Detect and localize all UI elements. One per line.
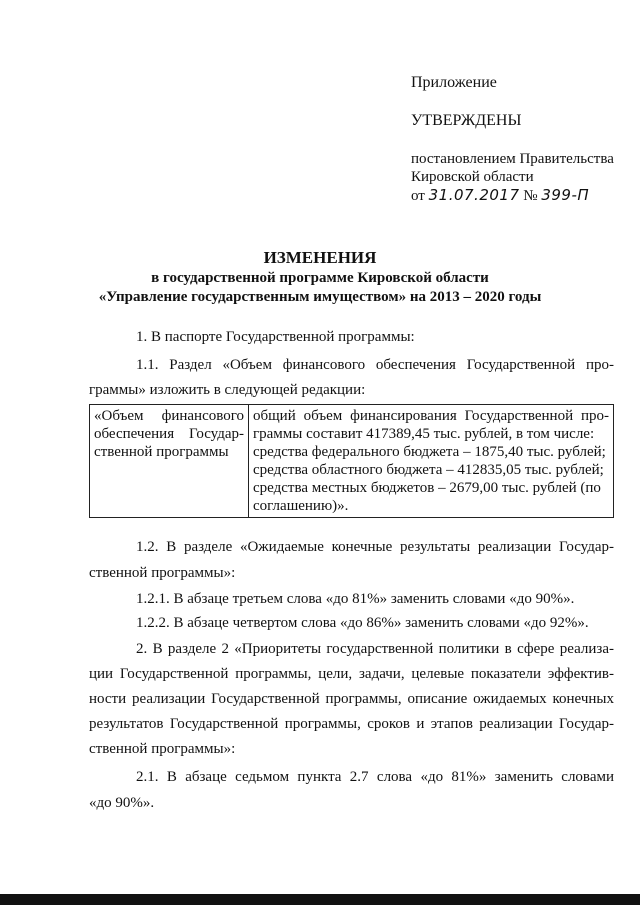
decree-date-line	[411, 186, 589, 205]
cell-line: соглашению)».	[253, 498, 349, 514]
appendix-label: Приложение	[411, 74, 497, 91]
table-cell-label	[90, 405, 249, 518]
approved-label: УТВЕРЖДЕНЫ	[411, 112, 522, 129]
paragraph-2-line-1: 2. В разделе 2 «Приоритеты государственной политики в сфере реализа-	[136, 641, 614, 657]
paragraph-1-2-line-2: ственной программы»:	[89, 565, 236, 581]
handwritten-date: 31.07.2017	[428, 186, 520, 204]
paragraph-2-1-line-1: 2.1. В абзаце седьмом пункта 2.7 слова «до 81%» заменить словами	[136, 769, 614, 785]
date-prefix: от	[411, 188, 425, 204]
financing-table	[89, 404, 614, 518]
handwritten-number: 399-П	[541, 186, 590, 204]
paragraph-2-line-3: ности реализации Государственной программы, описание ожидаемых конечных	[89, 691, 614, 707]
cell-line: общий объем финансирования Государственной про-	[253, 408, 609, 424]
paragraph-1-1-line-1: 1.1. Раздел «Объем финансового обеспечения Государственной про-	[136, 357, 614, 373]
cell-line: средства областного бюджета – 412835,05 тыс. рублей;	[253, 462, 604, 478]
document-title: ИЗМЕНЕНИЯ	[263, 248, 377, 267]
table-cell-value	[249, 405, 614, 518]
paragraph-2-line-2: ции Государственной программы, цели, задачи, целевые показатели эффектив-	[89, 666, 614, 682]
cell-line: обеспечения Государ-	[94, 426, 244, 442]
paragraph-2-1-line-2: «до 90%».	[89, 795, 155, 811]
cell-line: «Объем финансового	[94, 408, 244, 424]
paragraph-1: 1. В паспорте Государственной программы:	[136, 329, 415, 345]
cell-line: ственной программы	[94, 444, 229, 460]
cell-line: средства федерального бюджета – 1875,40 тыс. рублей;	[253, 444, 606, 460]
paragraph-1-2-1: 1.2.1. В абзаце третьем слова «до 81%» заменить словами «до 90%».	[136, 591, 575, 607]
scan-bottom-edge	[0, 894, 640, 905]
paragraph-2-line-4: результатов Государственной программы, сроков и этапов реализации Государ-	[89, 716, 614, 732]
title-subline-1: в государственной программе Кировской области	[151, 270, 489, 286]
paragraph-1-1-line-2: граммы» изложить в следующей редакции:	[89, 382, 366, 398]
paragraph-2-line-5: ственной программы»:	[89, 741, 236, 757]
paragraph-1-2-2: 1.2.2. В абзаце четвертом слова «до 86%» заменить словами «до 92%».	[136, 615, 589, 631]
number-sign: №	[523, 188, 538, 204]
decree-line-2: Кировской области	[411, 169, 534, 185]
title-subline-2: «Управление государственным имуществом» на 2013 – 2020 годы	[98, 289, 542, 305]
cell-line: средства местных бюджетов – 2679,00 тыс. рублей (по	[253, 480, 601, 496]
cell-line: граммы составит 417389,45 тыс. рублей, в том числе:	[253, 426, 595, 442]
paragraph-1-2-line-1: 1.2. В разделе «Ожидаемые конечные результаты реализации Государ-	[136, 539, 614, 555]
table-row	[90, 405, 614, 518]
decree-line-1: постановлением Правительства	[411, 151, 614, 167]
